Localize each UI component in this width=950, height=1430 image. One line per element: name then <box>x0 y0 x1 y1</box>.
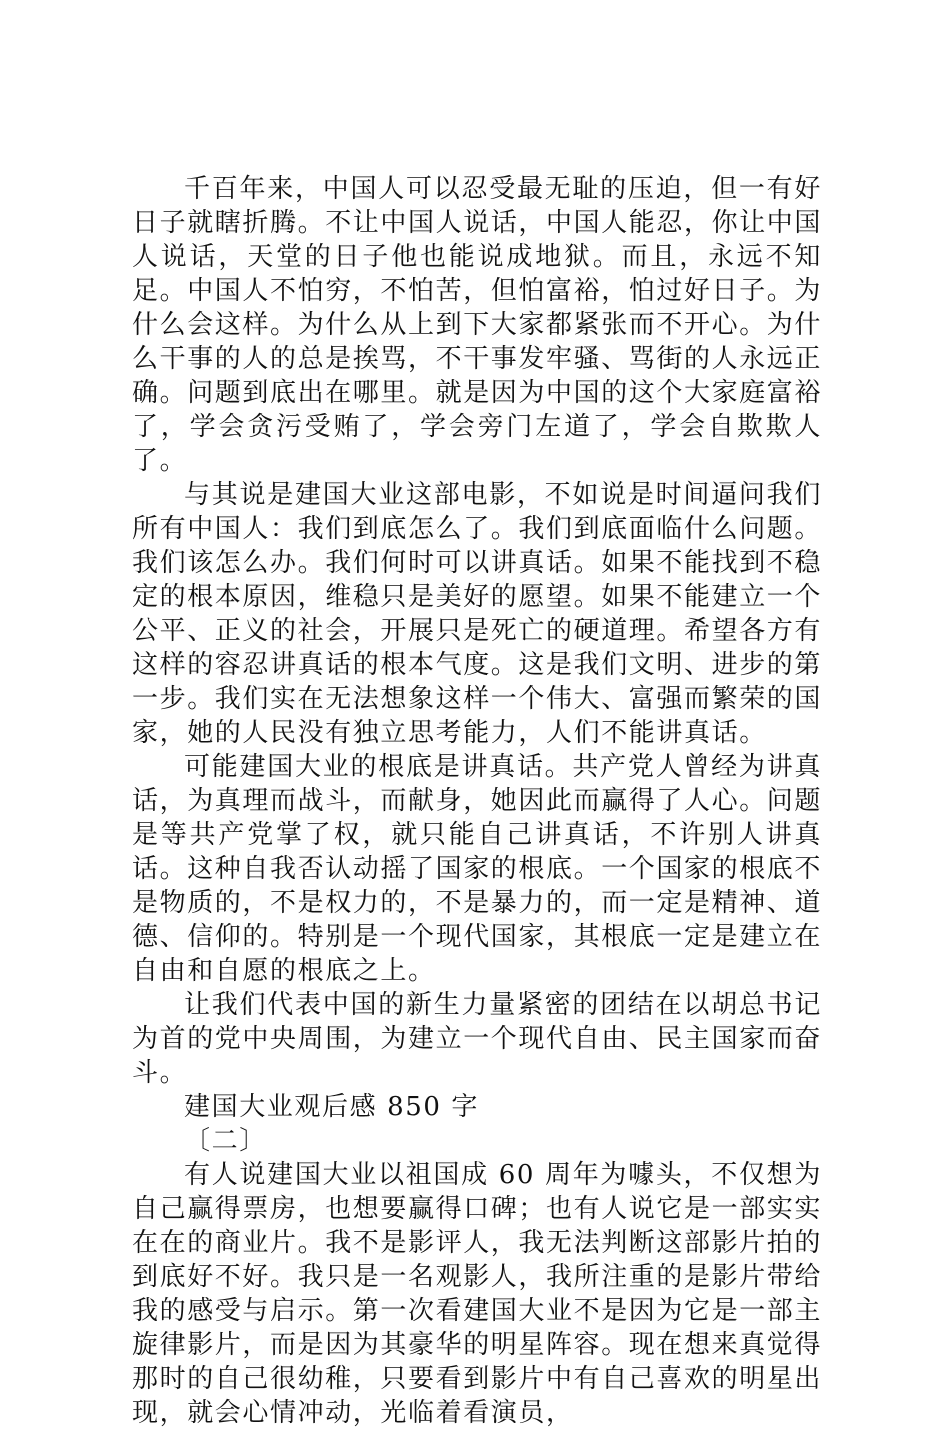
paragraph-4: 让我们代表中国的新生力量紧密的团结在以胡总书记为首的党中央周围，为建立一个现代自由、民主国家而奋斗。 <box>132 990 823 1088</box>
paragraph-3: 可能建国大业的根底是讲真话。共产党人曾经为讲真话，为真理而战斗，而献身，她因此而赢得了人心。问题是等共产党掌了权，就只能自己讲真话，不许别人讲真话。这种自我否认动摇了国家的根底。一个国家的根底不是物质的，不是权力的，不是暴力的，而一定是精神、道德、信仰的。特别是一个现代国家，其根底一定是建立在自由和自愿的根底之上。 <box>132 752 823 986</box>
section-number: 〔二〕 <box>184 1126 267 1156</box>
section-title: 建国大业观后感 850 字 <box>184 1092 479 1122</box>
document-body <box>132 172 822 1430</box>
paragraph-2: 与其说是建国大业这部电影，不如说是时间逼问我们所有中国人：我们到底怎么了。我们到底面临什么问题。我们该怎么办。我们何时可以讲真话。如果不能找到不稳定的根本原因，维稳只是美好的愿望。如果不能建立一个公平、正义的社会，开展只是死亡的硬道理。希望各方有这样的容忍讲真话的根本气度。这是我们文明、进步的第一步。我们实在无法想象这样一个伟大、富强而繁荣的国家，她的人民没有独立思考能力，人们不能讲真话。 <box>132 480 823 748</box>
paragraph-5: 有人说建国大业以祖国成 60 周年为噱头，不仅想为自己赢得票房，也想要赢得口碑；也有人说它是一部实实在在的商业片。我不是影评人，我无法判断这部影片拍的到底好不好。我只是一名观影人，我所注重的是影片带给我的感受与启示。第一次看建国大业不是因为它是一部主旋律影片，而是因为其豪华的明星阵容。现在想来真觉得那时的自己很幼稚，只要看到影片中有自己喜欢的明星出现，就会心情冲动，光临着看演员， <box>132 1160 823 1428</box>
paragraph-1: 千百年来，中国人可以忍受最无耻的压迫，但一有好日子就瞎折腾。不让中国人说话，中国人能忍，你让中国人说话，天堂的日子他也能说成地狱。而且，永远不知足。中国人不怕穷，不怕苦，但怕富裕，怕过好日子。为什么会这样。为什么从上到下大家都紧张而不开心。为什么干事的人的总是挨骂，不干事发牢骚、骂街的人永远正确。问题到底出在哪里。就是因为中国的这个大家庭富裕了，学会贪污受贿了，学会旁门左道了，学会自欺欺人了。 <box>132 174 823 476</box>
